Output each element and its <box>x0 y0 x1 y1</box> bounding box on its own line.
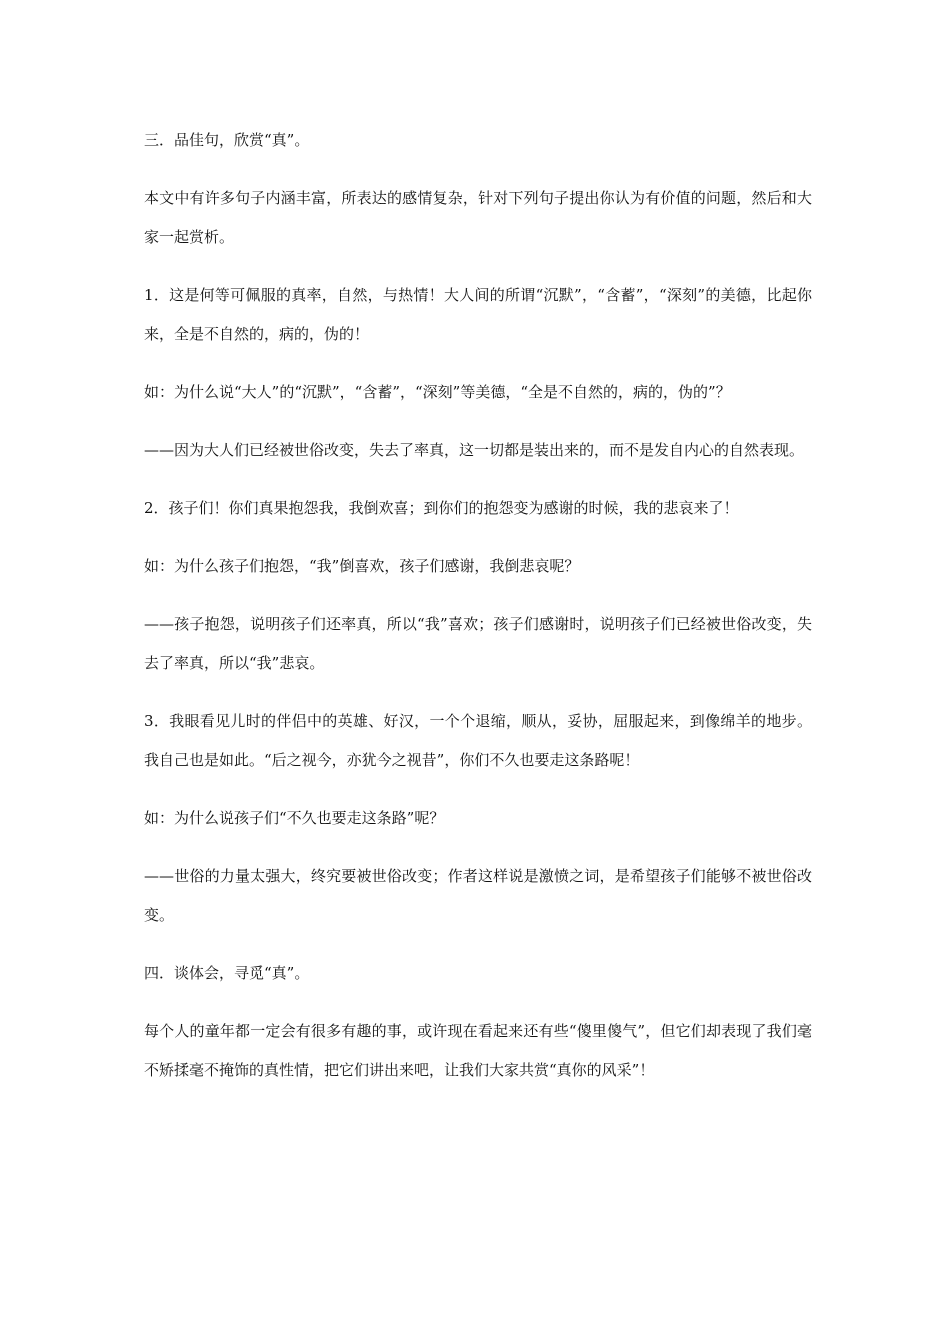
item-1-quote: 1．这是何等可佩服的真率，自然，与热情！大人间的所谓“沉默”，“含蓄”，“深刻”的美德，比起你来，全是不自然的，病的，伪的！ <box>144 286 812 343</box>
item-1-answer: ——因为大人们已经被世俗改变，失去了率真，这一切都是装出来的，而不是发自内心的自然表现。 <box>144 441 805 459</box>
section-4-heading: 四．谈体会，寻觅“真”。 <box>144 964 310 982</box>
item-3-quote: 3．我眼看见儿时的伴侣中的英雄、好汉，一个个退缩，顺从，妥协，屈服起来，到像绵羊的地步。我自己也是如此。“后之视今，亦犹今之视昔”，你们不久也要走这条路呢！ <box>144 712 812 769</box>
section-4-body: 每个人的童年都一定会有很多有趣的事，或许现在看起来还有些“傻里傻气”，但它们却表现了我们毫不矫揉毫不掩饰的真性情，把它们讲出来吧，让我们大家共赏“真你的风采”！ <box>144 1022 812 1079</box>
item-2-question: 如：为什么孩子们抱怨，“我”倒喜欢，孩子们感谢，我倒悲哀呢？ <box>144 557 580 575</box>
item-1-question: 如：为什么说“大人”的“沉默”，“含蓄”，“深刻”等美德，“全是不自然的，病的，伪的”？ <box>144 383 731 401</box>
item-2-answer: ——孩子抱怨，说明孩子们还率真，所以“我”喜欢；孩子们感谢时，说明孩子们已经被世俗改变，失去了率真，所以“我”悲哀。 <box>144 615 812 672</box>
section-3-intro: 本文中有许多句子内涵丰富，所表达的感情复杂，针对下列句子提出你认为有价值的问题，然后和大家一起赏析。 <box>144 189 812 246</box>
document-body <box>144 121 812 1109</box>
section-3-heading: 三．品佳句，欣赏“真”。 <box>144 131 310 149</box>
item-3-answer: ——世俗的力量太强大，终究要被世俗改变；作者这样说是激愤之词，是希望孩子们能够不被世俗改变。 <box>144 867 812 924</box>
item-2-quote: 2．孩子们！你们真果抱怨我，我倒欢喜；到你们的抱怨变为感谢的时候，我的悲哀来了！ <box>144 499 739 517</box>
item-3-question: 如：为什么说孩子们“不久也要走这条路”呢？ <box>144 809 445 827</box>
